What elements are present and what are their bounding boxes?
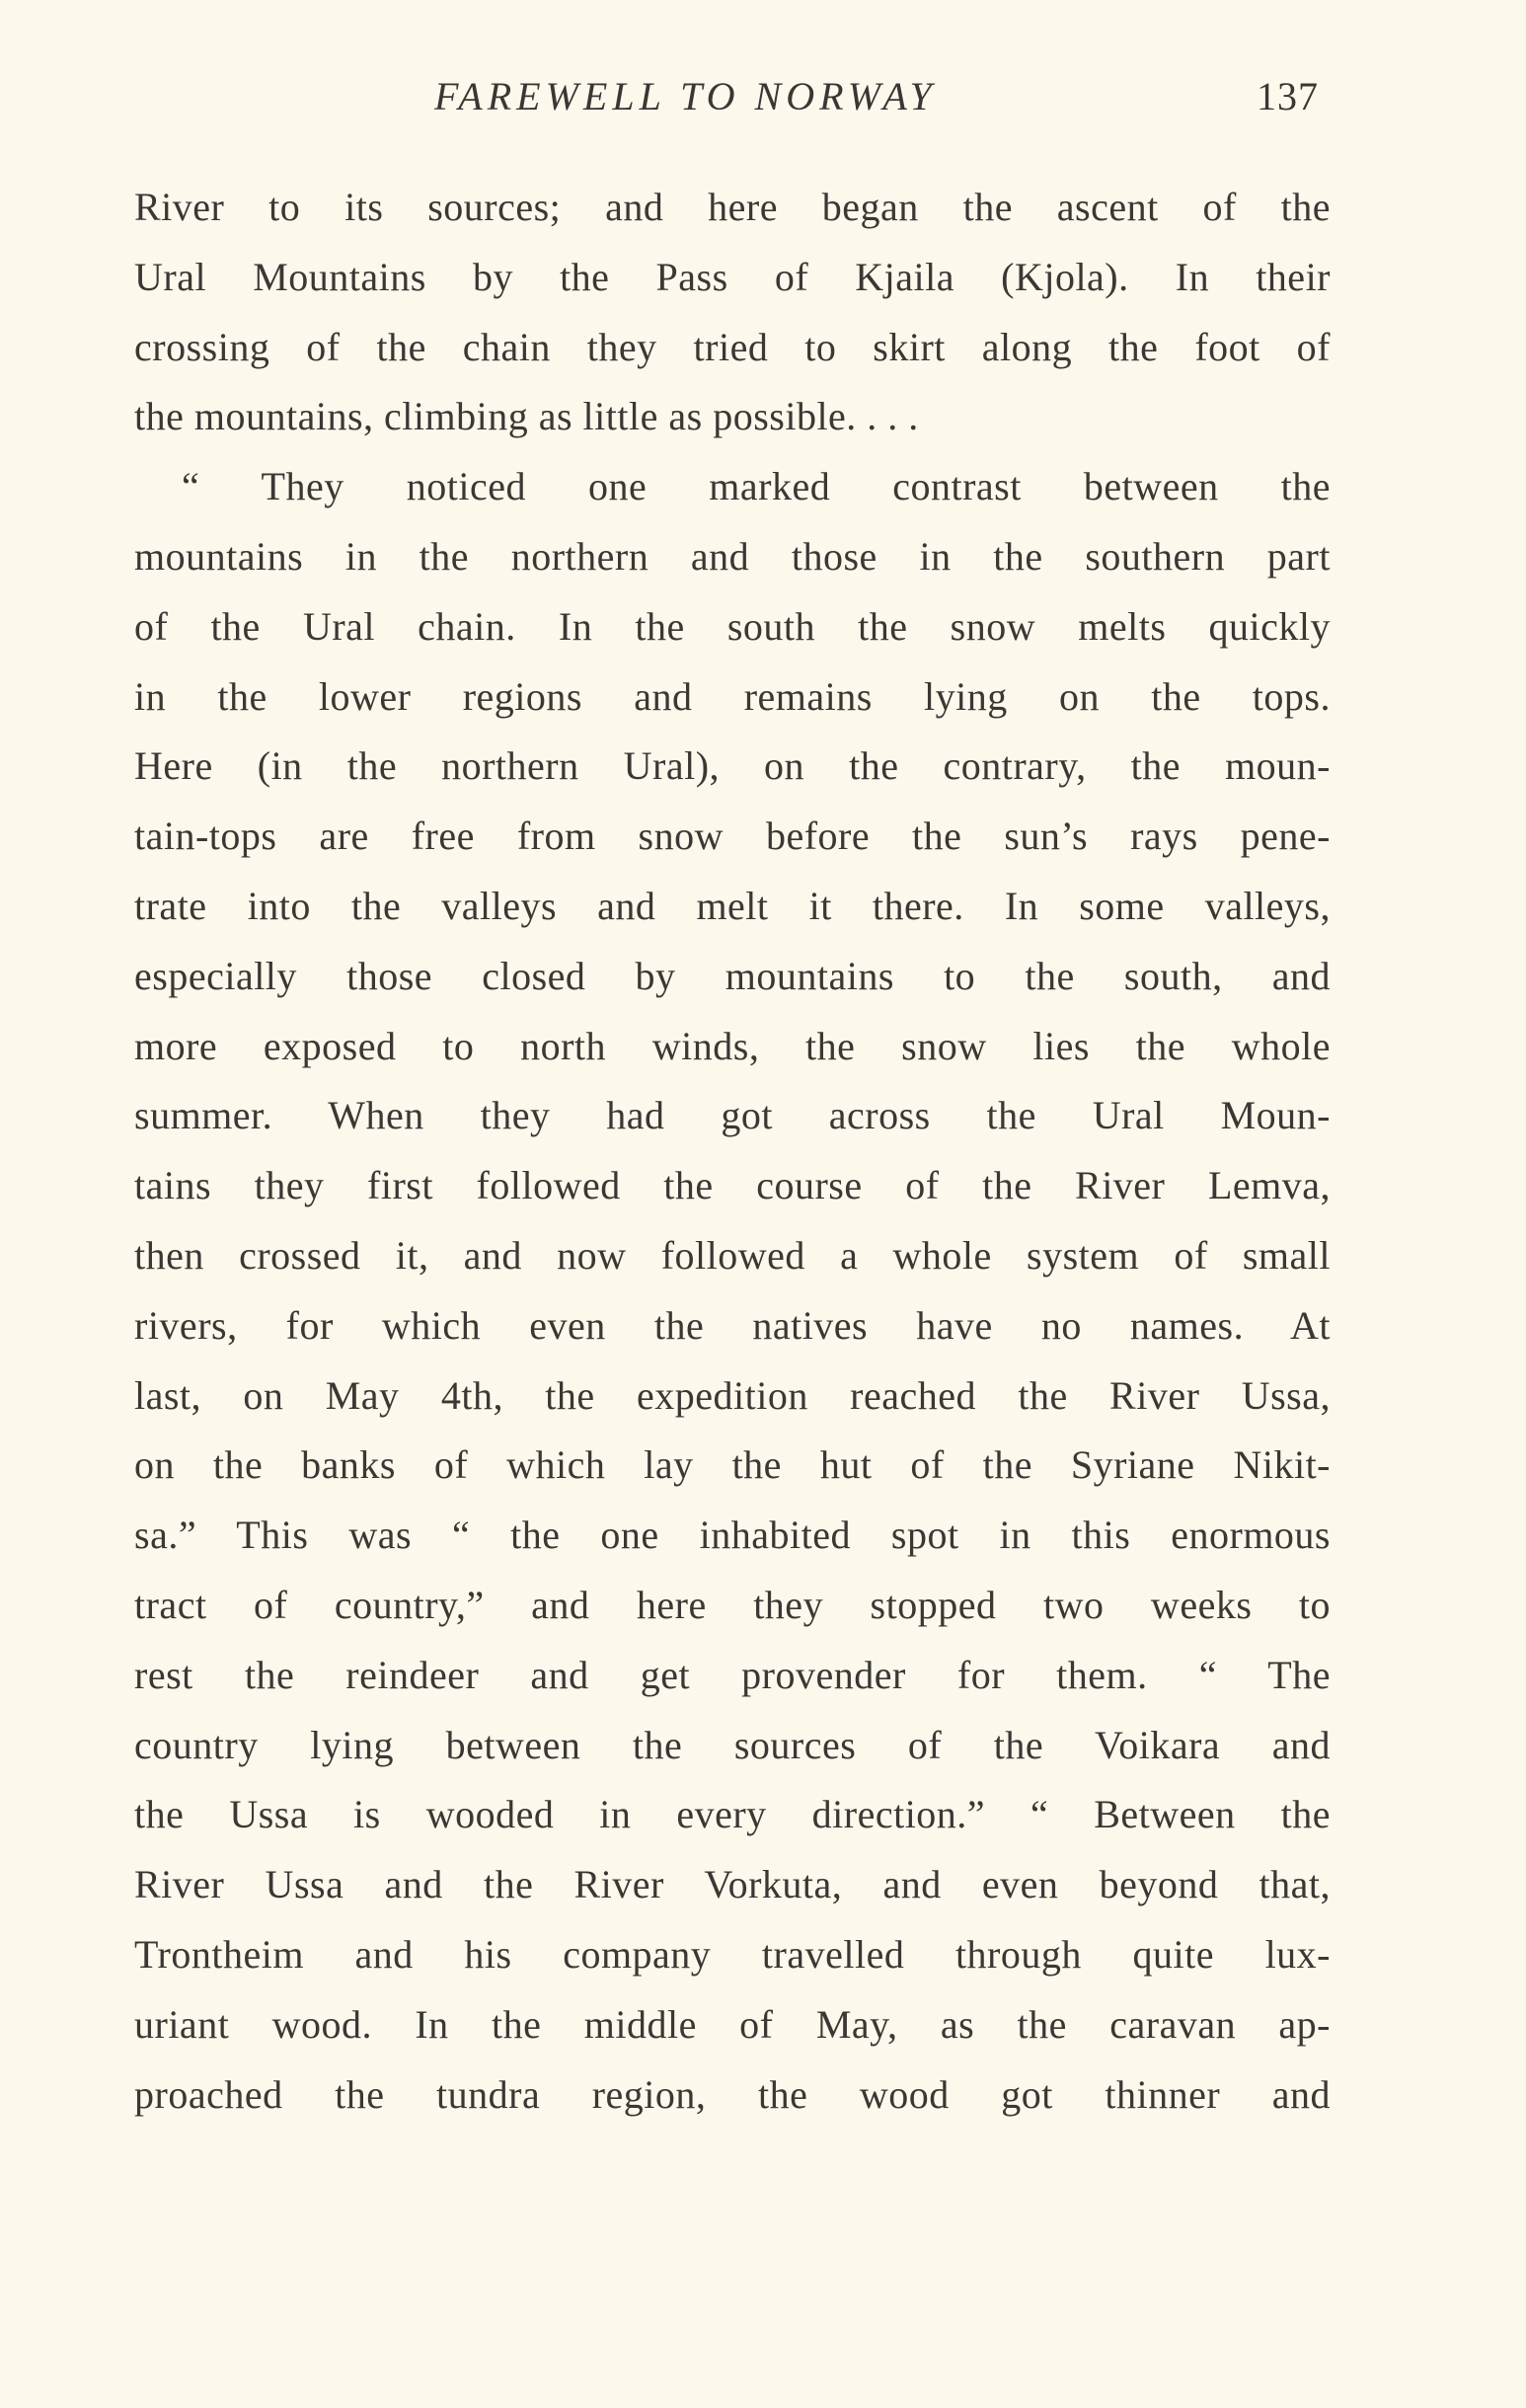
text-line: rest the reindeer and get provender for them. “ The (134, 1652, 1331, 1697)
text-line: last, on May 4th, the expedition reached the River Ussa, (134, 1372, 1331, 1418)
body-text (134, 173, 1331, 2130)
text-line: the mountains, climbing as little as possible. . . . (134, 394, 919, 439)
text-line: in the lower regions and remains lying on the tops. (134, 673, 1331, 719)
running-head (0, 67, 1526, 126)
text-line: sa.” This was “ the one inhabited spot in this enormous (134, 1513, 1331, 1558)
text-line: uriant wood. In the middle of May, as the caravan ap- (134, 2001, 1331, 2047)
text-line: country lying between the sources of the Voikara and (134, 1722, 1331, 1767)
text-line: more exposed to north winds, the snow lies the whole (134, 1023, 1331, 1068)
text-line: River Ussa and the River Vorkuta, and even beyond that, (134, 1862, 1331, 1907)
text-line: rivers, for which even the natives have no names. At (134, 1302, 1331, 1348)
text-line: tract of country,” and here they stopped two weeks to (134, 1582, 1331, 1627)
text-line: Ural Mountains by the Pass of Kjaila (Kjola). In their (134, 254, 1331, 299)
text-line: River to its sources; and here began the ascent of the (134, 185, 1331, 229)
running-title: FAREWELL TO NORWAY (434, 74, 937, 118)
text-line: especially those closed by mountains to the south, and (134, 953, 1331, 998)
text-line: crossing of the chain they tried to skirt along the foot of (134, 324, 1331, 369)
text-line: summer. When they had got across the Ural Moun- (134, 1093, 1331, 1138)
text-line: tains they first followed the course of the River Lemva, (134, 1163, 1331, 1208)
page-number: 137 (1257, 74, 1319, 118)
text-line: the Ussa is wooded in every direction.” “ Between the (134, 1792, 1331, 1837)
text-line: mountains in the northern and those in the southern part (134, 533, 1331, 579)
text-line: then crossed it, and now followed a whole system of small (134, 1232, 1331, 1278)
text-line: tain-tops are free from snow before the sun’s rays pene- (134, 814, 1331, 859)
text-line: of the Ural chain. In the south the snow melts quickly (134, 603, 1331, 649)
text-line: Here (in the northern Ural), on the contrary, the moun- (134, 743, 1331, 789)
text-line: on the banks of which lay the hut of the Syriane Nikit- (134, 1442, 1331, 1488)
text-line: Trontheim and his company travelled through quite lux- (134, 1931, 1331, 1977)
text-line: trate into the valleys and melt it there. In some valleys, (134, 883, 1331, 928)
text-line: “ They noticed one marked contrast between the (182, 464, 1331, 509)
text-line: proached the tundra region, the wood got thinner and (134, 2071, 1331, 2117)
